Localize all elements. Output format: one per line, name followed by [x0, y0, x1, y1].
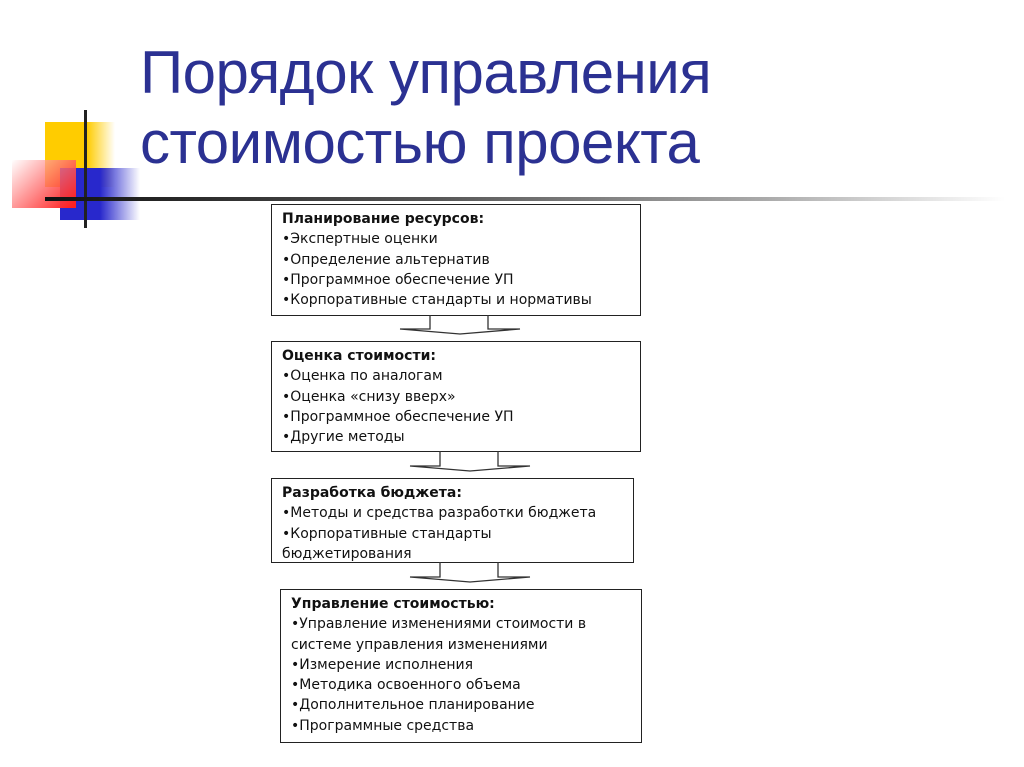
list-item: • Другие методы — [282, 427, 632, 447]
list-item: • Оценка «снизу вверх» — [282, 387, 632, 407]
list-item: • Корпоративные стандарты и нормативы — [282, 290, 632, 310]
box-heading: Разработка бюджета: — [282, 485, 462, 501]
list-item: • Дополнительное планирование — [291, 695, 633, 715]
list-item: • Управление изменениями стоимости в системе управления изменениями — [291, 614, 633, 655]
box-cost-estimation — [271, 341, 641, 452]
title-line-1: Порядок управления — [140, 39, 712, 106]
list-item: • Экспертные оценки — [282, 229, 632, 249]
arrow-down-icon — [410, 562, 530, 583]
arrow-down-icon — [400, 315, 520, 335]
list-item: • Оценка по аналогам — [282, 366, 632, 386]
arrow-down-icon — [410, 451, 530, 472]
list-item: • Определение альтернатив — [282, 250, 632, 270]
title-line-2: стоимостью проекта — [140, 109, 700, 176]
box-budget-development — [271, 478, 634, 563]
box-heading: Управление стоимостью: — [291, 596, 495, 612]
box-resource-planning — [271, 204, 641, 316]
list-item: • Методика освоенного объема — [291, 675, 633, 695]
list-item: • Программные средства — [291, 716, 633, 736]
decor-vertical-line — [84, 110, 87, 228]
list-item: • Программное обеспечение УП — [282, 407, 632, 427]
list-item: • Методы и средства разработки бюджета — [282, 503, 625, 523]
slide-title — [140, 38, 711, 178]
box-cost-management — [280, 589, 642, 743]
box-heading: Планирование ресурсов: — [282, 211, 485, 227]
box-heading: Оценка стоимости: — [282, 348, 436, 364]
title-underline — [45, 197, 1005, 201]
list-item: • Корпоративные стандарты бюджетирования — [282, 524, 545, 565]
list-item: • Программное обеспечение УП — [282, 270, 632, 290]
list-item: • Измерение исполнения — [291, 655, 633, 675]
